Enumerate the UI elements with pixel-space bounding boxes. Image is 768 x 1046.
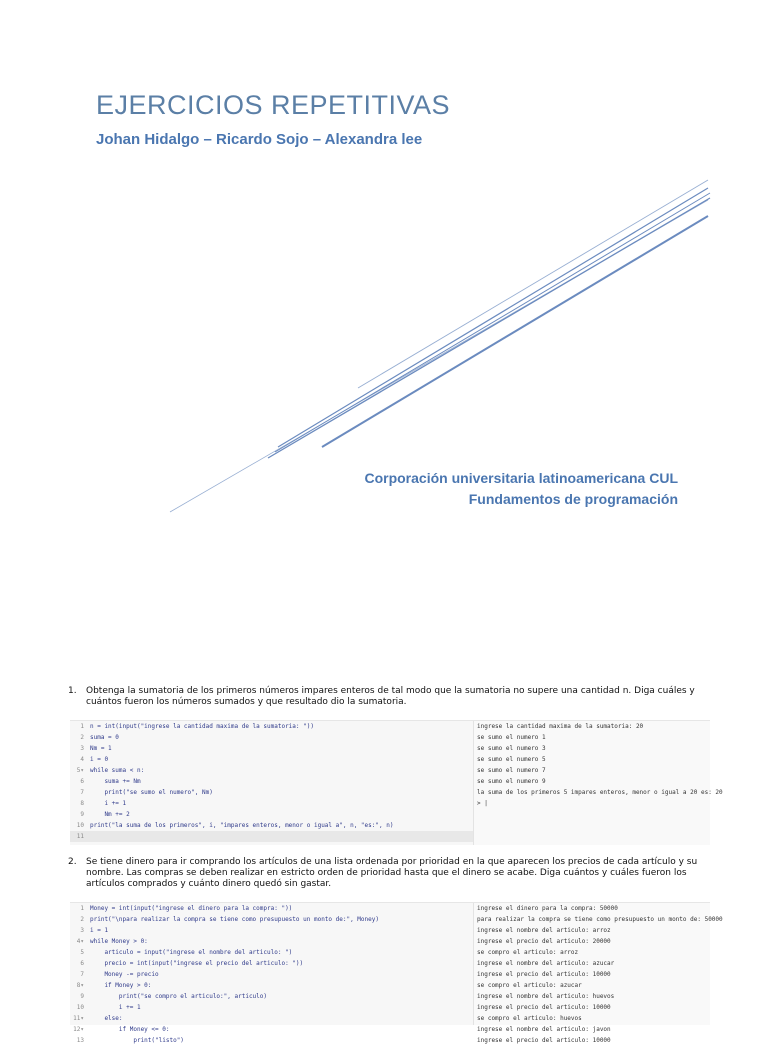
code-line [70, 1013, 473, 1024]
code-line [70, 1002, 473, 1013]
code-text: n = int(input("ingrese la cantidad maxima de la sumatoria: ")) [90, 723, 314, 730]
line-number: 5▾ [76, 767, 84, 774]
code-line [70, 776, 473, 787]
code-line [70, 798, 473, 809]
question-1 [68, 686, 708, 708]
deco-line-3 [278, 188, 708, 447]
output-line: se compro el articulo: arroz [477, 949, 579, 956]
question-2 [68, 857, 708, 890]
line-number: 4 [80, 756, 84, 763]
code-line [70, 925, 473, 936]
line-number: 1 [80, 723, 84, 730]
code-line [70, 969, 473, 980]
course-name: Fundamentos de programación [468, 491, 678, 507]
code-line [70, 787, 473, 798]
line-number: 3 [80, 927, 84, 934]
line-number: 13 [76, 1037, 84, 1044]
line-number: 1 [80, 905, 84, 912]
output-line: ingrese el precio del articulo: 10000 [477, 971, 611, 978]
code-text: print("la suma de los primeros", i, "impares enteros, menor o igual a", n, "es:", n) [90, 822, 394, 829]
line-number: 6 [80, 778, 84, 785]
line-number: 10 [76, 822, 84, 829]
code-text: Money = int(input("ingrese el dinero para la compra: ")) [90, 905, 293, 912]
code-text: while Money > 0: [90, 938, 148, 945]
code-line [70, 958, 473, 969]
code-text: suma += Nm [90, 778, 141, 785]
code-line [70, 903, 473, 914]
code-panel-2 [70, 902, 723, 1044]
line-number: 7 [80, 971, 84, 978]
line-number: 8 [80, 800, 84, 807]
console-output[interactable] [473, 903, 723, 1044]
code-line [70, 991, 473, 1002]
code-line [70, 743, 473, 754]
code-text: i = 0 [90, 756, 109, 763]
output-line: ingrese la cantidad maxima de la sumatoria: 20 [477, 723, 644, 730]
line-number: 5 [80, 949, 84, 956]
code-line [70, 1024, 473, 1035]
output-line: se sumo el numero 7 [477, 767, 546, 774]
question-number: 1. [68, 686, 77, 696]
code-line [70, 947, 473, 958]
code-text: i = 1 [90, 927, 109, 934]
output-line: ingrese el nombre del articulo: huevos [477, 993, 615, 1000]
code-line [70, 721, 473, 732]
code-line [70, 914, 473, 925]
line-number: 3 [80, 745, 84, 752]
deco-line-5 [358, 180, 708, 388]
code-text: print("se sumo el numero", Nm) [90, 789, 213, 796]
code-line [70, 809, 473, 820]
code-text: print("se compro el articulo:", articulo) [90, 993, 268, 1000]
code-line [70, 980, 473, 991]
code-text: i += 1 [90, 1004, 141, 1011]
output-line: ingrese el nombre del articulo: javon [477, 1026, 611, 1033]
line-number: 4▾ [76, 938, 84, 945]
code-text: else: [90, 1015, 123, 1022]
code-line [70, 754, 473, 765]
output-line: ingrese el nombre del articulo: azucar [477, 960, 615, 967]
output-line: se sumo el numero 1 [477, 734, 546, 741]
output-line: ingrese el precio del articulo: 10000 [477, 1004, 611, 1011]
document-title: EJERCICIOS REPETITIVAS [96, 90, 451, 120]
console-output[interactable] [473, 721, 723, 845]
output-line: ingrese el nombre del articulo: arroz [477, 927, 611, 934]
code-text: Money -= precio [90, 971, 159, 978]
code-line [70, 732, 473, 743]
question-text: Obtenga la sumatoria de los primeros números impares enteros de tal modo que la sumatoria no supere una cantidad n. Diga cuáles y cuántos fueron los números sumados y que resultado dio la sumatoria. [86, 686, 695, 707]
output-line: la suma de los primeros 5 impares enteros, menor o igual a 20 es: 20 [477, 789, 723, 796]
code-line [70, 820, 473, 831]
deco-line-2 [268, 198, 710, 458]
code-text: articulo = input("ingrese el nombre del articulo: ") [90, 949, 293, 956]
code-text: while suma < n: [90, 767, 145, 774]
code-line [70, 831, 473, 842]
code-text: if Money <= 0: [90, 1026, 170, 1033]
code-editor[interactable] [70, 721, 473, 845]
line-number: 8▾ [76, 982, 84, 989]
code-panel-1 [70, 720, 723, 845]
code-text: suma = 0 [90, 734, 119, 741]
line-number: 12▾ [73, 1026, 84, 1033]
code-text: Nm = 1 [90, 745, 112, 752]
output-line: se compro el articulo: azucar [477, 982, 582, 989]
code-text: Nm += 2 [90, 811, 130, 818]
line-number: 9 [80, 993, 84, 1000]
code-text: print("\npara realizar la compra se tiene como presupuesto un monto de:", Money) [90, 916, 379, 923]
output-line: se compro el articulo: huevos [477, 1015, 582, 1022]
line-number: 9 [80, 811, 84, 818]
line-number: 10 [76, 1004, 84, 1011]
line-number: 7 [80, 789, 84, 796]
code-text: precio = int(input("ingrese el precio del articulo: ")) [90, 960, 304, 967]
line-number: 6 [80, 960, 84, 967]
output-line: > | [477, 800, 488, 807]
authors-subtitle: Johan Hidalgo – Ricardo Sojo – Alexandra lee [96, 131, 423, 148]
line-number: 2 [80, 916, 84, 923]
line-number: 11▾ [73, 1015, 84, 1022]
output-line: para realizar la compra se tiene como presupuesto un monto de: 50000 [477, 916, 723, 923]
question-number: 2. [68, 857, 77, 867]
output-line: ingrese el dinero para la compra: 50000 [477, 905, 618, 912]
code-text: print("listo") [90, 1037, 184, 1044]
output-line: ingrese el precio del articulo: 10000 [477, 1037, 611, 1044]
line-number: 11 [76, 833, 84, 840]
output-line: se sumo el numero 5 [477, 756, 546, 763]
output-line: se sumo el numero 9 [477, 778, 546, 785]
code-text: i += 1 [90, 800, 127, 807]
deco-line-4 [275, 193, 710, 452]
code-line [70, 936, 473, 947]
output-line: ingrese el precio del articulo: 20000 [477, 938, 611, 945]
deco-line-6 [322, 216, 708, 447]
line-number: 2 [80, 734, 84, 741]
code-line [70, 1035, 473, 1046]
code-line [70, 765, 473, 776]
output-line: se sumo el numero 3 [477, 745, 546, 752]
code-editor[interactable] [70, 903, 473, 1044]
code-text: if Money > 0: [90, 982, 152, 989]
question-text: Se tiene dinero para ir comprando los artículos de una lista ordenada por prioridad en la que aparecen los precios de cada artículo y su nombre. Las compras se deben realizar en estricto orden de prioridad hasta que el dinero se acabe. Diga cuántos y cuáles fueron los artículos comprados y cuánto dinero quedó sin gastar. [86, 857, 698, 889]
institution-name: Corporación universitaria latinoamericana CUL [364, 470, 678, 486]
